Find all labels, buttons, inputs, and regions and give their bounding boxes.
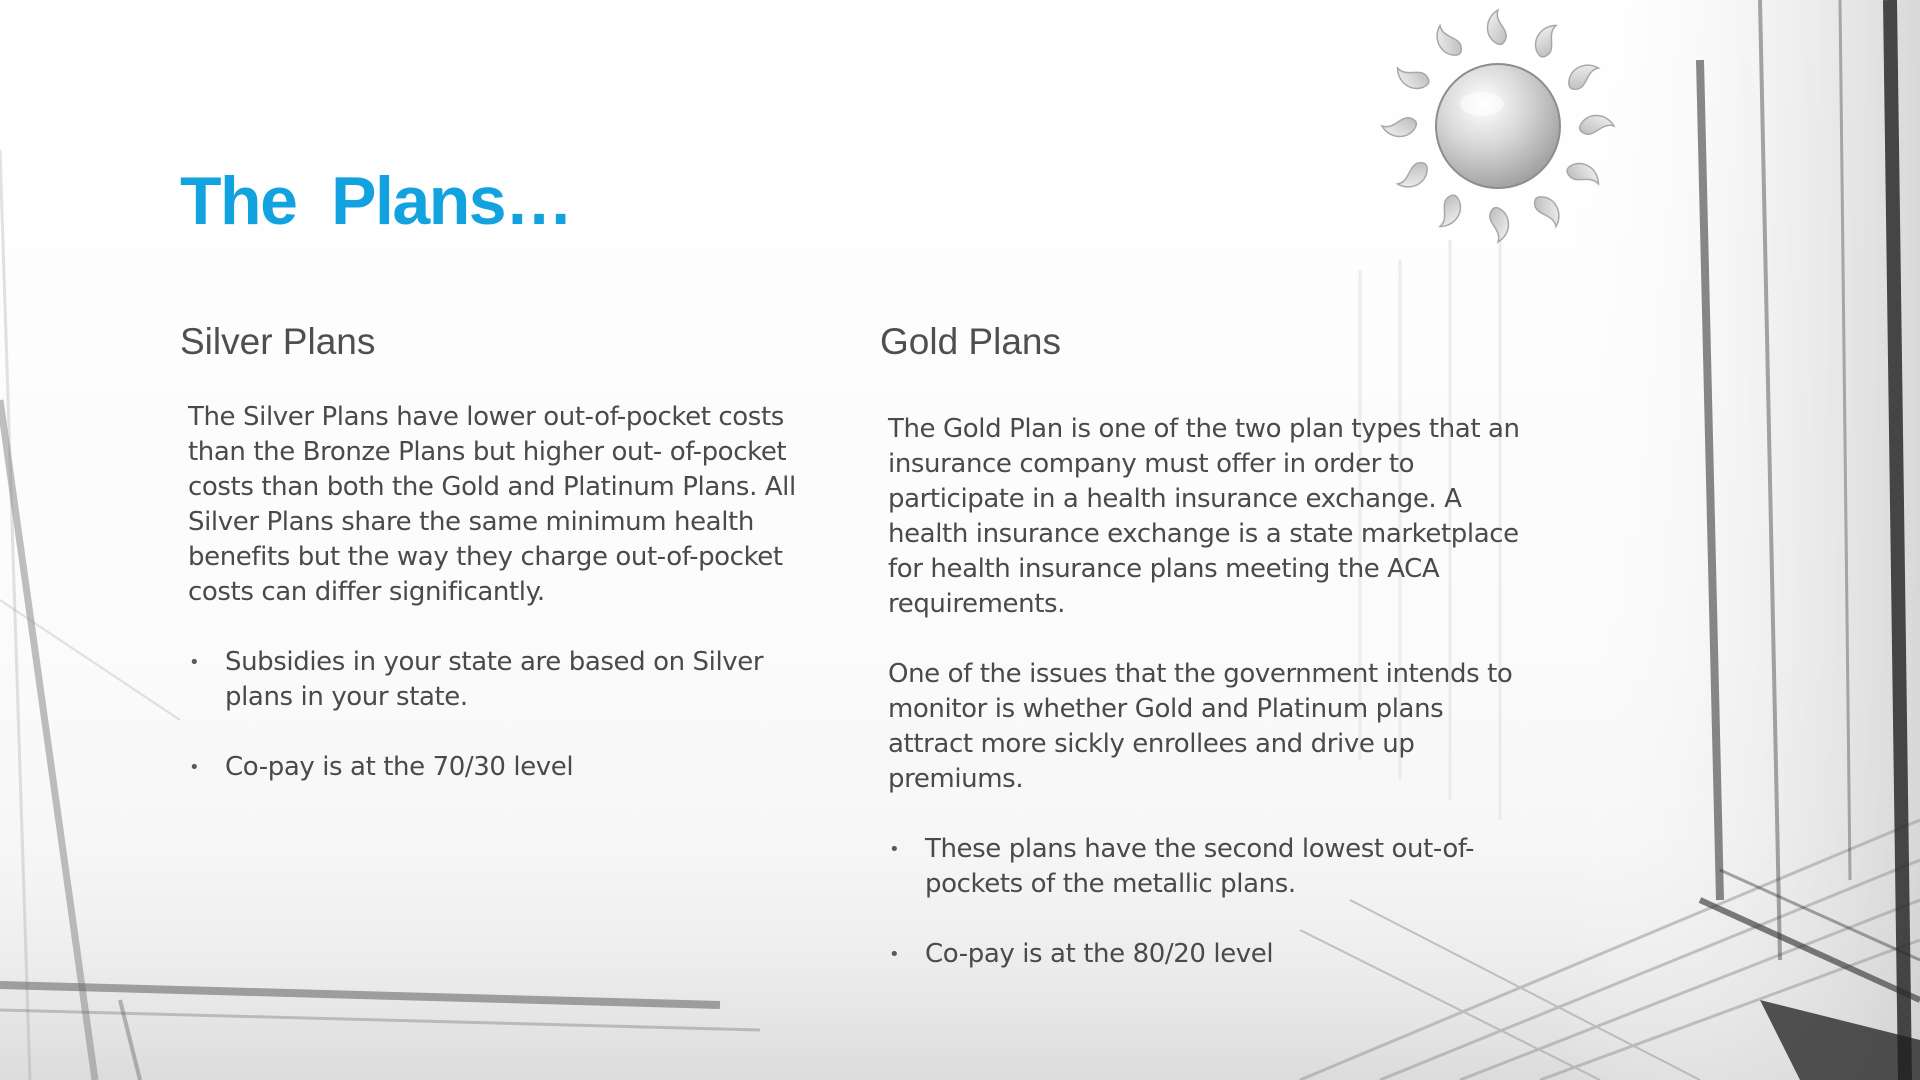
gold-plans-bullet-list (888, 832, 1530, 972)
list-item (188, 645, 830, 715)
silver-plans-paragraph: The Silver Plans have lower out-of-pocket costs than the Bronze Plans but higher out- of-pocket costs than both the Gold and Platinum Plans. All Silver Plans share the same minimum health benefits but the way they charge out-of-pocket costs can differ significantly. (188, 402, 796, 607)
bullet-icon: • (189, 652, 200, 673)
bullet-text: Co-pay is at the 80/20 level (925, 939, 1274, 969)
bullet-icon: • (889, 944, 900, 965)
silver-plans-body (188, 400, 830, 785)
list-item (888, 937, 1530, 972)
sun-icon (1378, 6, 1618, 246)
bullet-text: These plans have the second lowest out-of-pockets of the metallic plans. (925, 834, 1475, 899)
bullet-text: Co-pay is at the 70/30 level (225, 752, 574, 782)
gold-plans-column (880, 318, 1530, 1007)
bullet-icon: • (889, 839, 900, 860)
silver-plans-bullet-list (188, 645, 830, 785)
bullet-icon: • (189, 757, 200, 778)
gold-plans-paragraph: One of the issues that the government intends to monitor is whether Gold and Platinum plans attract more sickly enrollees and drive up premiums. (888, 659, 1513, 794)
silver-plans-column (180, 318, 830, 820)
gold-plans-body (888, 412, 1530, 972)
bullet-text: Subsidies in your state are based on Silver plans in your state. (225, 647, 764, 712)
gold-plans-heading: Gold Plans (880, 321, 1061, 362)
silver-plans-heading: Silver Plans (180, 321, 376, 362)
slide-title: The Plans… (180, 163, 572, 239)
gold-plans-paragraph: The Gold Plan is one of the two plan types that an insurance company must offer in order to participate in a health insurance exchange. A health insurance exchange is a state marketplace for health insurance plans meeting the ACA requirements. (888, 414, 1520, 619)
list-item (188, 750, 830, 785)
list-item (888, 832, 1530, 902)
